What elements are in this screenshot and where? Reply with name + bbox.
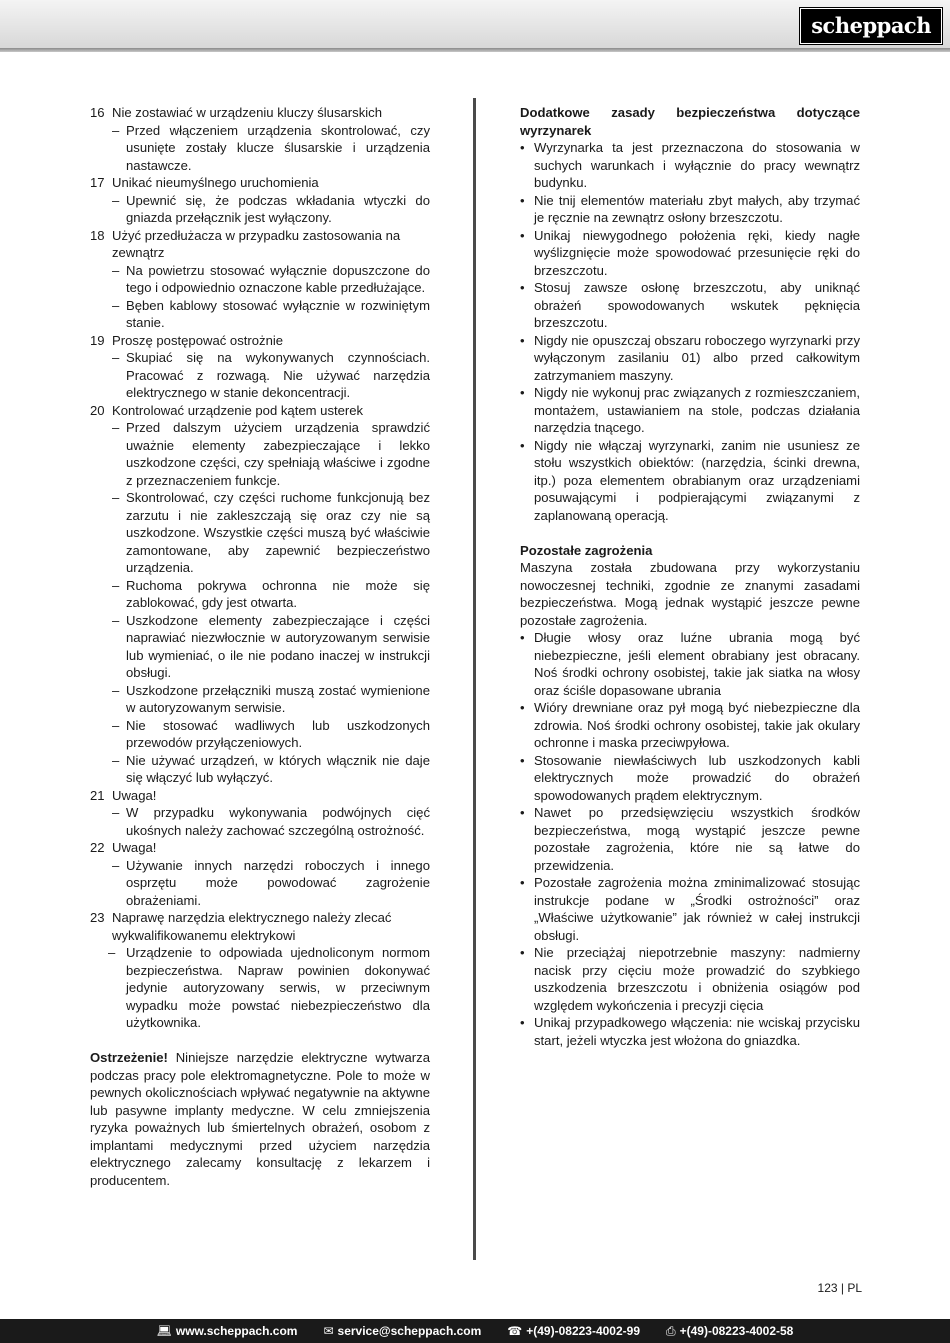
sub-item <box>112 577 430 612</box>
sub-item-text: Uszkodzone elementy zabezpieczające i części naprawiać niezwłocznie w autoryzowanym serwisie lub wymieniać, o ile nie podano inaczej w instrukcji obsługi. <box>126 612 430 680</box>
footer-bar <box>0 1319 950 1343</box>
bullet-marker: • <box>520 805 525 820</box>
bullet-item <box>520 332 860 385</box>
sub-item <box>112 262 430 297</box>
sub-item <box>112 349 430 402</box>
dash-marker: – <box>112 717 120 733</box>
column-divider <box>473 98 476 1260</box>
sub-item <box>112 752 430 787</box>
item-title: Nie zostawiać w urządzeniu kluczy ślusarskich <box>112 105 382 120</box>
sub-item <box>112 717 430 752</box>
bullet-item <box>520 629 860 699</box>
bullet-text: Nie tnij elementów materiału zbyt małych, aby trzymać je ręcznie na zewnątrz osłony brzeszczotu. <box>534 192 860 225</box>
bullet-text: Unikaj przypadkowego włączenia: nie wciskaj przycisku start, jeżeli wtyczka jest włożona do gniazdka. <box>534 1015 860 1048</box>
item-title: Naprawę narzędzia elektrycznego należy zlecać wykwalifikowanemu elektrykowi <box>112 910 392 943</box>
bullet-marker: • <box>520 332 525 348</box>
dash-marker: – <box>112 612 120 628</box>
envelope-icon: ✉︎ <box>323 1324 334 1338</box>
bullet-text: Stosowanie niewłaściwych lub uszkodzonych kabli elektrycznych może prowadzić do obrażeń spowodowanych prądem elektrycznym. <box>534 752 860 803</box>
item-number: 20 <box>90 402 105 418</box>
dash-marker: – <box>112 577 120 593</box>
dash-marker: – <box>112 262 120 278</box>
sub-item-text: W przypadku wykonywania podwójnych cięć ukośnych należy zachować szczególną ostrożność. <box>126 805 430 838</box>
bullet-marker: • <box>520 1015 525 1030</box>
sub-item-text: Przed dalszym użyciem urządzenia sprawdzić uważnie elementy zabezpieczające i lekko uszkodzone części, czy spełniają właściwe i zgodne z przeznaczeniem funkcje. <box>126 420 430 488</box>
sub-item <box>108 944 430 1032</box>
bullet-item <box>520 1014 860 1049</box>
sub-item-text: Skontrolować, czy części ruchome funkcjonują bez zarzutu i nie zakleszczają się oraz czy nie są uszkodzone. Wszystkie części muszą być właściwie zamontowane, aby zapewnić bezpieczeństwo urządzenia. <box>126 490 430 575</box>
spacer <box>90 1032 430 1050</box>
bullet-text: Nie przeciążaj niepotrzebnie maszyny: nadmierny nacisk przy cięciu może prowadzić do szybkiego uszkodzenia brzeszczotu i obniżenia osiągów pod względem wykończenia i precyzji cięcia <box>534 945 860 1013</box>
item-number: 18 <box>90 227 105 243</box>
dash-marker: – <box>112 490 120 505</box>
bullet-item <box>520 804 860 874</box>
item-title: Użyć przedłużacza w przypadku zastosowania na zewnątrz <box>112 227 401 260</box>
left-column <box>90 104 430 1189</box>
bullet-marker: • <box>520 437 525 453</box>
bullet-marker: • <box>520 385 525 400</box>
bullet-text: Wióry drewniane oraz pył mogą być niebezpieczne dla zdrowia. Noś środki ochrony osobistej, takie jak okulary ochronne i maska przeciwpyłowa. <box>534 700 860 750</box>
bullet-marker: • <box>520 752 525 768</box>
right-column <box>520 104 860 1049</box>
fax-icon: ⎙ <box>666 1323 676 1338</box>
item-title: Uwaga! <box>112 787 157 803</box>
item-number: 17 <box>90 175 105 190</box>
brand-logo: scheppach <box>800 8 942 44</box>
sub-item-text: Nie używać urządzeń, w których włącznik nie daje się włączyć lub wyłączyć. <box>126 752 430 785</box>
footer-website[interactable]: 💻︎ www.scheppach.com <box>156 1324 298 1338</box>
item-title: Unikać nieumyślnego uruchomienia <box>112 175 319 190</box>
bullet-text: Nawet po przedsięwzięciu wszystkich środków bezpieczeństwa, mogą wystąpić jeszcze pewne pozostałe zagrożenia, które nie są łatwe do przewidzenia. <box>534 805 860 873</box>
numbered-item <box>90 227 430 262</box>
bullet-text: Nigdy nie włączaj wyrzynarki, zanim nie usuniesz ze stołu wszystkich obiektów: (narzędzia, ścinki drewna, itp.) poza elementem obrabianym oraz urządzeniami posuwającymi i podpierającymi związanymi z zaplanowaną operacją. <box>534 437 860 523</box>
dash-marker: – <box>112 752 120 768</box>
dash-marker: – <box>112 420 120 435</box>
sub-item-text: Skupiać się na wykonywanych czynnościach. Pracować z rozwagą. Nie używać narzędzia elektrycznego w stanie dekoncentracji. <box>126 350 430 400</box>
numbered-item <box>90 174 430 192</box>
residual-risks-intro: Maszyna została zbudowana przy wykorzystaniu nowoczesnej techniki, zgodnie ze znanymi zasadami bezpieczeństwa. Mogą jednak wystąpić jeszcze pewne pozostałe zagrożenia. <box>520 560 860 628</box>
bullet-item <box>520 874 860 944</box>
sub-item <box>112 297 430 332</box>
dash-marker: – <box>112 122 120 138</box>
sub-item <box>112 804 430 839</box>
computer-icon: 💻︎ <box>156 1324 172 1338</box>
item-title: Uwaga! <box>112 840 157 855</box>
footer-phone[interactable]: ☎ +(49)-08223-4002-99 <box>507 1324 640 1338</box>
bullet-item <box>520 139 860 192</box>
bullet-text: Pozostałe zagrożenia można zminimalizować stosując instrukcje podane w „Środki ostrożności” oraz „Właściwe użytkowanie” jak również w całej instrukcji obsługi. <box>534 875 860 943</box>
bullet-marker: • <box>520 630 525 645</box>
section-title-additional-rules: Dodatkowe zasady bezpieczeństwa dotyczące wyrzynarek <box>520 105 860 138</box>
sub-item <box>112 419 430 489</box>
numbered-item <box>90 909 430 944</box>
bullet-marker: • <box>520 700 525 715</box>
bullet-item <box>520 699 860 752</box>
section-title-residual-risks: Pozostałe zagrożenia <box>520 542 653 558</box>
sub-item-text: Używanie innych narzędzi roboczych i innego osprzętu może powodować zagrożenie obrażeniami. <box>126 857 430 908</box>
dash-marker: – <box>112 682 120 698</box>
bullet-text: Unikaj niewygodnego położenia ręki, kiedy nagłe wyślizgnięcie może spowodować przesunięcie ręki do brzeszczotu. <box>534 227 860 278</box>
dash-marker: – <box>112 805 120 820</box>
dash-marker: – <box>112 350 120 365</box>
numbered-item <box>90 104 430 122</box>
bullet-marker: • <box>520 875 525 890</box>
bullet-text: Nigdy nie opuszczaj obszaru roboczego wyrzynarki przy wyłączonym zasilaniu 01) albo przed całkowitym zatrzymaniem maszyny. <box>534 332 860 383</box>
spacer <box>520 524 860 542</box>
bullet-item <box>520 944 860 1014</box>
bullet-item <box>520 384 860 437</box>
bullet-text: Długie włosy oraz luźne ubrania mogą być niebezpieczne, jeśli element obrabiany jest obracany. Noś środki ochrony osobistej, takie jak siatka na włosy oraz ściśle dopasowane ubrania <box>534 630 860 698</box>
bullet-text: Stosuj zawsze osłonę brzeszczotu, aby uniknąć obrażeń spowodowanych wskutek pęknięcia brzeszczotu. <box>534 280 860 330</box>
footer-email[interactable]: ✉︎ service@scheppach.com <box>323 1324 482 1338</box>
sub-item-text: Nie stosować wadliwych lub uszkodzonych przewodów przyłączeniowych. <box>126 717 430 750</box>
page-number: 123 | PL <box>817 1281 862 1295</box>
item-number: 16 <box>90 105 105 120</box>
bullet-item <box>520 752 860 805</box>
dash-marker: – <box>112 297 120 313</box>
dash-marker: – <box>108 945 116 960</box>
bullet-item <box>520 227 860 280</box>
bullet-item <box>520 279 860 332</box>
bullet-marker: • <box>520 280 525 295</box>
item-number: 23 <box>90 910 105 925</box>
warning-paragraph <box>90 1049 430 1189</box>
sub-item <box>112 489 430 577</box>
sub-item <box>112 682 430 717</box>
bullet-marker: • <box>520 192 525 208</box>
sub-item <box>112 192 430 227</box>
bullet-marker: • <box>520 227 525 243</box>
header-line <box>0 48 950 52</box>
sub-item-text: Upewnić się, że podczas wkładania wtyczki do gniazda przełącznik jest wyłączony. <box>126 192 430 225</box>
sub-item <box>112 857 430 910</box>
numbered-item <box>90 332 430 350</box>
item-number: 19 <box>90 332 105 348</box>
sub-item-text: Na powietrzu stosować wyłącznie dopuszczone do tego i odpowiednio oznaczone kable przedłużające. <box>126 262 430 295</box>
sub-item-text: Urządzenie to odpowiada ujednoliconym normom bezpieczeństwa. Napraw powinien dokonywać jedynie autoryzowany serwis, w przeciwnym wypadku może powstać niebezpieczeństwo dla użytkownika. <box>126 945 430 1030</box>
sub-item-text: Ruchoma pokrywa ochronna nie może się zablokować, gdy jest otwarta. <box>126 577 430 610</box>
footer-fax[interactable]: ⎙ +(49)-08223-4002-58 <box>666 1323 794 1338</box>
item-number: 21 <box>90 787 105 803</box>
sub-item-text: Bęben kablowy stosować wyłącznie w rozwiniętym stanie. <box>126 297 430 330</box>
item-title: Kontrolować urządzenie pod kątem usterek <box>112 402 364 418</box>
bullet-marker: • <box>520 140 525 155</box>
sub-item <box>112 122 430 175</box>
warning-text: Niniejsze narzędzie elektryczne wytwarza podczas pracy pole elektromagnetyczne. Pole to może w pewnych okolicznościach wpływać negatywnie na aktywne lub pasywne implanty medyczne. W celu zmniejszenia ryzyka poważnych lub śmiertelnych obrażeń, osobom z implantami medycznymi przed użyciem narzędzia elektrycznego zalecamy konsultację z lekarzem i producentem. <box>90 1050 430 1188</box>
bullet-text: Nigdy nie wykonuj prac związanych z rozmieszczaniem, montażem, ustawianiem na stole, podczas działania narzędzia tnącego. <box>534 385 860 435</box>
dash-marker: – <box>112 857 120 873</box>
numbered-item <box>90 787 430 805</box>
bullet-marker: • <box>520 945 525 960</box>
warning-label: Ostrzeżenie! <box>90 1050 168 1065</box>
dash-marker: – <box>112 192 120 208</box>
numbered-item <box>90 839 430 857</box>
phone-icon: ☎ <box>507 1324 523 1338</box>
item-title: Proszę postępować ostrożnie <box>112 332 284 348</box>
sub-item-text: Przed włączeniem urządzenia skontrolować, czy usunięte zostały klucze ślusarskie i urządzenia nastawcze. <box>126 122 430 173</box>
sub-item-text: Uszkodzone przełączniki muszą zostać wymienione w autoryzowanym serwisie. <box>126 682 430 715</box>
sub-item <box>112 612 430 682</box>
numbered-item <box>90 402 430 420</box>
item-number: 22 <box>90 840 105 855</box>
bullet-item <box>520 437 860 525</box>
bullet-text: Wyrzynarka ta jest przeznaczona do stosowania w suchych warunkach i wyłącznie do pracy wewnątrz budynku. <box>534 140 860 190</box>
bullet-item <box>520 192 860 227</box>
